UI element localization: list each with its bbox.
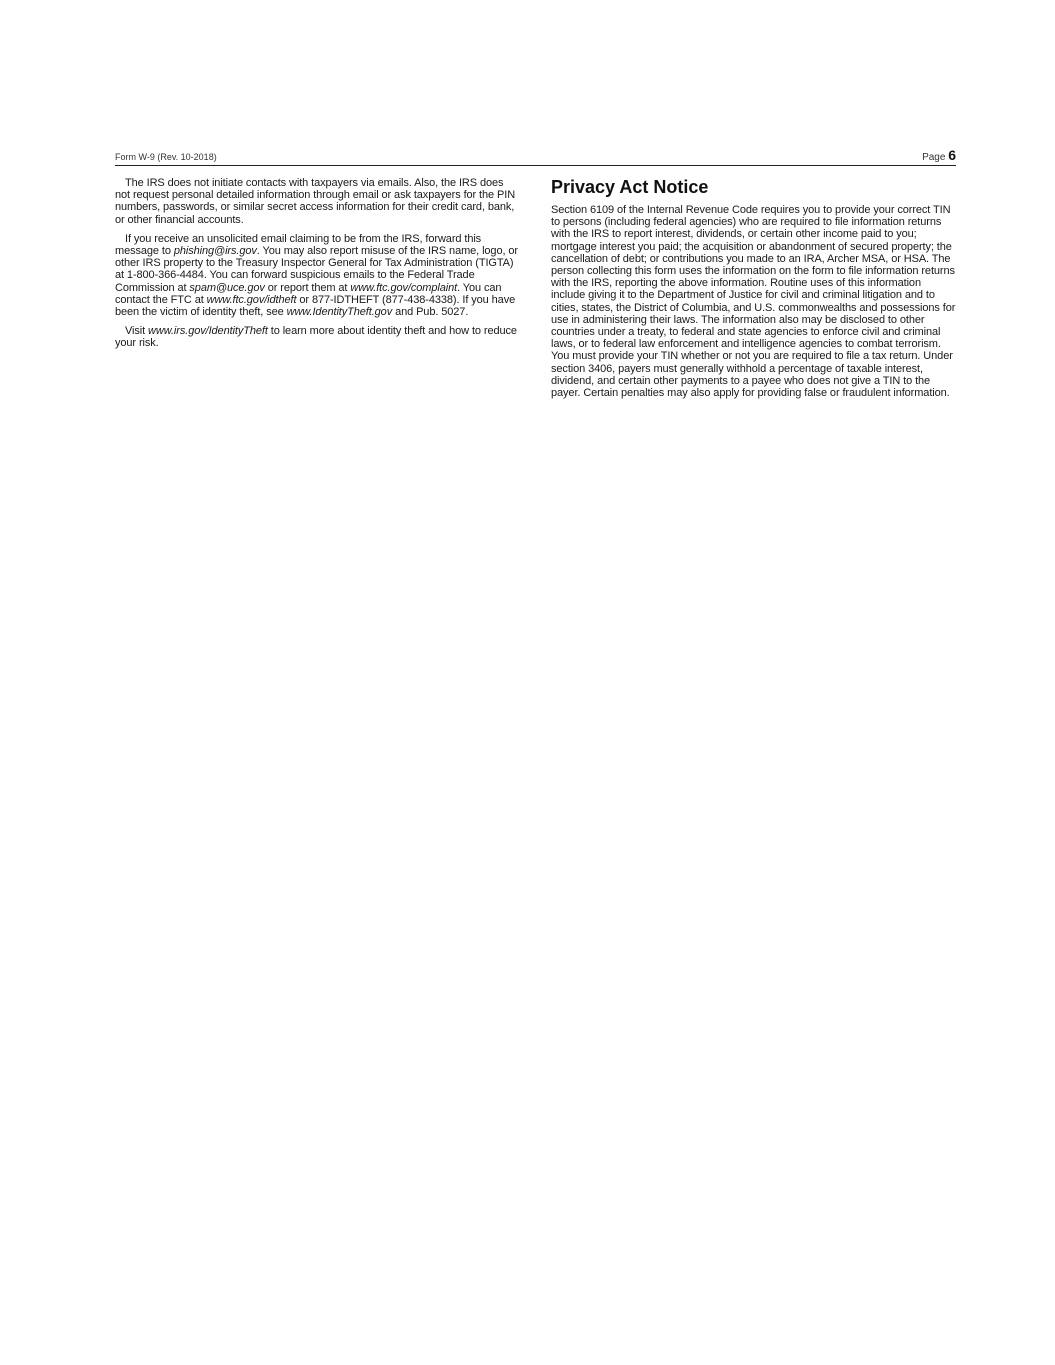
text-run: or 877-IDTHEFT (877-438-4338). If you have been the victim of identity theft, see: [115, 293, 516, 319]
url-identitytheft: www.IdentityTheft.gov: [286, 306, 393, 319]
text-run: or report them at: [264, 281, 351, 294]
email-phishing: phishing@irs.gov: [173, 245, 257, 258]
text-run: . You may also report misuse of the IRS name, logo, or other IRS property to the Treasury Inspector General for Tax Administration (TIGTA) at 1-800-366-4484. You can forward suspicious emails to the Federal Trade Commission at: [115, 245, 518, 294]
text-run: . You can contact the FTC at: [115, 281, 502, 306]
page-header: [115, 145, 956, 166]
text-run: Visit: [125, 325, 149, 338]
url-ftc-idtheft: www.ftc.gov/idtheft: [206, 293, 297, 306]
left-column: [115, 177, 520, 357]
paragraph-privacy-act: Section 6109 of the Internal Revenue Code requires you to provide your correct TIN to persons (including federal agencies) who are required to file information returns with the IRS to report interest, dividends, or certain other income paid to you; mortgage interest you paid; the acquisition or abandonment of secured property; the cancellation of debt; or contributions you made to an IRA, Archer MSA, or HSA. The person collecting this form uses the information on the form to file information returns with the IRS, reporting the above information. Routine uses of this information include giving it to the Department of Justice for civil and criminal litigation and to cities, states, the District of Columbia, and U.S. commonwealths and possessions for use in administering their laws. The information also may be disclosed to other countries under a treaty, to federal and state agencies to enforce civil and criminal laws, or to federal law enforcement and intelligence agencies to combat terrorism. You must provide your TIN whether or not you are required to file a tax return. Under section 3406, payers must generally withhold a percentage of taxable interest, dividend, and certain other payments to a payee who does not give a TIN to the payer. Certain penalties may also apply for providing false or fraudulent information.: [551, 204, 956, 400]
email-spam: spam@uce.gov: [189, 281, 265, 294]
text-run: to learn more about identity theft and how to reduce your risk.: [115, 325, 517, 350]
paragraph-report-phishing: [115, 233, 520, 318]
document-page: [115, 145, 956, 400]
form-identifier: Form W-9 (Rev. 10-2018): [115, 152, 217, 162]
section-heading-privacy-act: Privacy Act Notice: [551, 177, 709, 197]
url-ftc-complaint: www.ftc.gov/complaint: [350, 281, 458, 294]
right-column: [551, 176, 956, 406]
page-number-value: 6: [948, 147, 956, 163]
page-number: [922, 147, 956, 163]
paragraph-irs-contact: The IRS does not initiate contacts with taxpayers via emails. Also, the IRS does not request personal detailed information through email or ask taxpayers for the PIN numbers, passwords, or similar secret access information for their credit card, bank, or other financial accounts.: [115, 177, 516, 226]
paragraph-visit-irs: [115, 325, 520, 349]
url-irs-identitytheft: www.irs.gov/IdentityTheft: [148, 325, 268, 338]
text-run: If you receive an unsolicited email claiming to be from the IRS, forward this message to: [115, 232, 482, 258]
text-run: and Pub. 5027.: [392, 306, 469, 319]
page-label: Page: [922, 152, 946, 163]
